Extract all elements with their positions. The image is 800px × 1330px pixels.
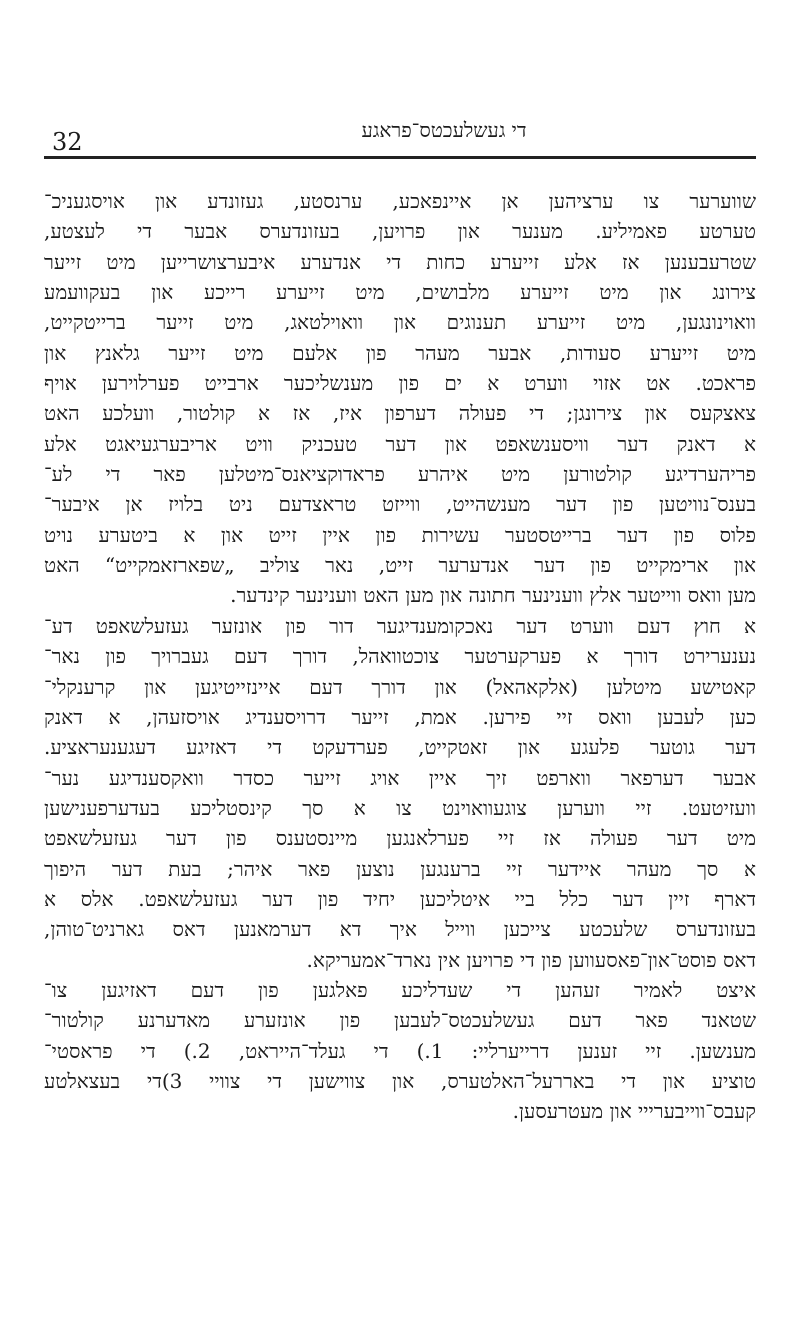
text-line: וועזיטעט. זיי ווערען צוגעוואוינט צו א סך קינסטליכע בעדערפענישען bbox=[44, 795, 756, 820]
text-line: א חוץ דעם ווערט דער נאכקומענדיגער דור פון אונזער געזעלשאפט דע־ bbox=[44, 613, 756, 638]
text-line: שטאנד פאר דעם געשלעכטס־לעבען פון אונזערע מאדערנע קולטור־ bbox=[44, 1008, 756, 1033]
text-line: איצט לאמיר זעהען די שעדליכע פאלגען פון דעם דאזיגען צו־ bbox=[44, 977, 756, 1002]
page-header bbox=[44, 118, 756, 164]
text-line: פראכט. אט אזוי ווערט א ים פון מענשליכער ארבייט פערלוירען אויף bbox=[44, 371, 756, 396]
text-line: דער גוטער פלעגע און זאטקייט, פערדעקט די דאזיגע דעגענעראציע. bbox=[44, 735, 756, 760]
text-line: מענשען. זיי זענען דרייערליי: 1.) די געלד־הייראט, 2.) די פראסטי־ bbox=[44, 1038, 756, 1063]
text-line: בענס־נוויטען פון דער מענשהייט, ווייזט טראצדעם ניט בלויז אן איבער־ bbox=[44, 492, 756, 517]
text-line: אבער דערפאר ווארפט זיך איין אויג זייער כסדר וואקסענדיגע נער־ bbox=[44, 765, 756, 790]
text-line: מיט זייערע סעודות, אבער מעהר פון אלעם מיט זייער גלאנץ און bbox=[44, 340, 756, 365]
text-line: צאצקעס און צירונגן; די פעולה דערפון איז, אז א קולטור, וועלכע האט bbox=[44, 401, 756, 426]
text-line: א סך מעהר איידער זיי ברענגען נוצען פאר איהר; בעת דער היפוך bbox=[44, 856, 756, 881]
text-line: שווערער צו ערציהען אן איינפאכע, ערנסטע, געזונדע און אויסגעניכ־ bbox=[44, 189, 756, 213]
text-line: שטרעבענען אז אלע זייערע כחות די אנדערע איבערצושרייען מיט זייער bbox=[44, 249, 756, 274]
text-line: נענערירט דורך א פערקערטער צוכטוואהל, דורך דעם געברויך פון נאר־ bbox=[44, 644, 756, 669]
text-line: וואוינונגען, מיט זייערע תענוגים און וואוילטאג, מיט זייער ברייטקייט, bbox=[44, 310, 756, 335]
running-head: די געשלעכטס־פראגע bbox=[361, 118, 527, 142]
text-line: פלוס פון דער ברייטסטער עשירות פון איין זייט און א ביטערע נויט bbox=[44, 522, 756, 547]
text-line: א דאנק דער וויסענשאפט און דער טעכניק וויט אריבערגעיאגט אלע bbox=[44, 431, 756, 456]
text-line: פריהערדיגע קולטורען מיט איהרע פראדוקציאנס־מיטלען פאר די לע־ bbox=[44, 462, 756, 487]
text-line-paragraph-end: קעבס־ווייבערייי און מעטרעסען. bbox=[512, 1099, 756, 1124]
text-line: טערטע פאמיליע. מענער און פרויען, בעזונדערס אבער די לעצטע, bbox=[44, 219, 756, 244]
text-line: טוציע און די באררעל־האלטערס, און צווישען די צוויי 3)די בעצאלטע bbox=[44, 1068, 756, 1093]
text-line-paragraph-end: מען וואס ווייטער אלץ ווענינער חתונה און מען האט ווענינער קינדער. bbox=[230, 583, 756, 608]
text-line: בעזונדערס שלעכטע צייכען ווייל איך דא דערמאנען דאס גארניט־טוהן, bbox=[44, 917, 756, 942]
text-line: צירונג און מיט זייערע מלבושים, מיט זייערע רייכע און בעקוועמע bbox=[44, 280, 756, 305]
text-line: מיט דער פעולה אז זיי פערלאנגען מיינסטענס פון דער געזעלשאפט bbox=[44, 826, 756, 851]
text-line: דארף זיין דער כלל ביי איטליכען יחיד פון דער געזעלשאפט. אלס א bbox=[44, 886, 756, 911]
text-line: און ארימקייט פון דער אנדערער זייט, נאר צוליב „שפארזאמקייט“ האט bbox=[44, 553, 756, 578]
body-text bbox=[44, 186, 756, 1127]
header-rule bbox=[44, 156, 756, 159]
text-line-paragraph-end: דאס פוסט־און־פאסעווען פון די פרויען אין נארד־אמעריקא. bbox=[306, 947, 756, 972]
text-line: כען לעבען וואס זיי פירען. אמת, זייער דרויסענדיג אויסזעהן, א דאנק bbox=[44, 704, 756, 729]
page-number: 32 bbox=[52, 128, 83, 156]
text-line: קאטישע מיטלען (אלקאהאל) און דורך דעם איינזייטיגען און קרענקלי־ bbox=[44, 674, 756, 699]
